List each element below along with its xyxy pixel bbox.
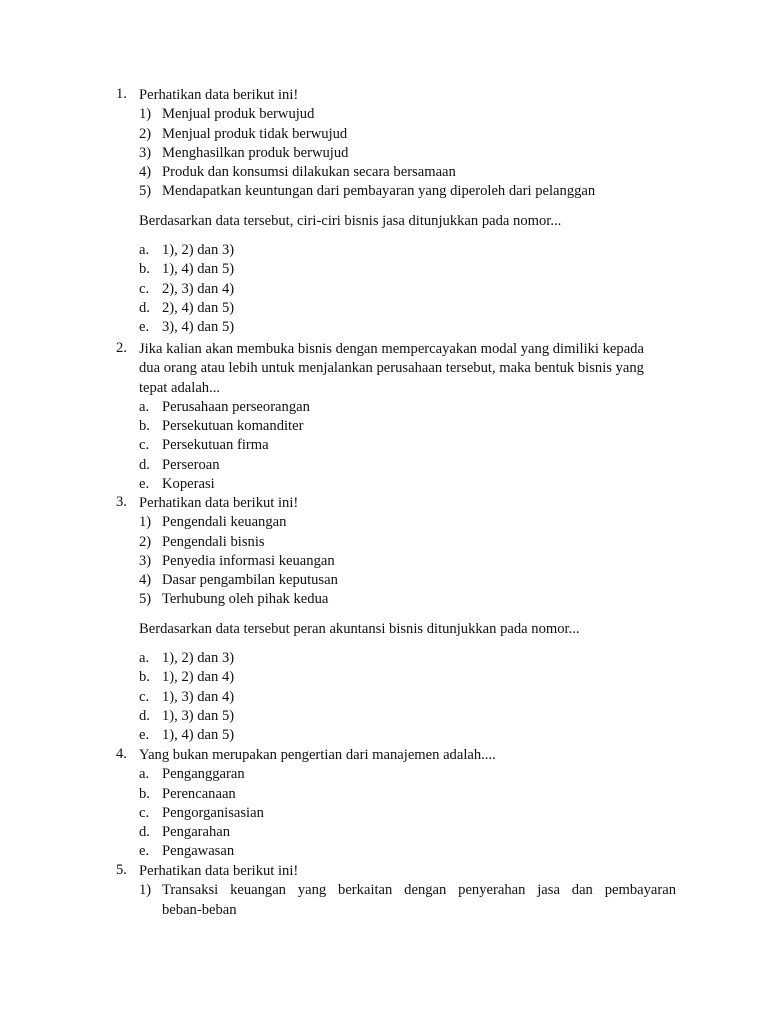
data-list (139, 105, 676, 201)
question-3 (116, 494, 676, 746)
question-stem: Perhatikan data berikut ini! (139, 863, 299, 879)
question-stem: Perhatikan data berikut ini! (139, 87, 299, 103)
question-stem: Perhatikan data berikut ini! (139, 495, 299, 511)
data-item: 3) Menghasilkan produk berwujud (139, 144, 349, 161)
data-list (139, 513, 676, 609)
option-item: c. Pengorganisasian (139, 804, 264, 821)
option-item: c. 1), 3) dan 4) (139, 688, 235, 705)
data-item: 1) Menjual produk berwujud (139, 106, 315, 123)
question-prompt: Berdasarkan data tersebut peran akuntansi bisnis ditunjukkan pada nomor... (139, 620, 580, 637)
question-stem: Yang bukan merupakan pengertian dari manajemen adalah.... (139, 747, 496, 763)
data-item: 2) Menjual produk tidak berwujud (139, 125, 348, 142)
question-2 (116, 340, 676, 494)
question-stem-line: tepat adalah... (139, 379, 221, 396)
question-1 (116, 86, 676, 338)
data-item: 1) Pengendali keuangan (139, 514, 287, 531)
option-list (139, 765, 676, 861)
option-list (139, 398, 676, 494)
option-item: d. Perseroan (139, 456, 220, 473)
option-item: d. 1), 3) dan 5) (139, 707, 235, 724)
option-list (139, 649, 676, 745)
option-item: e. Pengawasan (139, 843, 235, 860)
data-item: 4) Produk dan konsumsi dilakukan secara bersamaan (139, 164, 456, 181)
question-prompt: Berdasarkan data tersebut, ciri-ciri bisnis jasa ditunjukkan pada nomor... (139, 212, 562, 229)
option-item: a. Penganggaran (139, 766, 245, 783)
data-list (139, 881, 676, 920)
question-number: 4. (116, 746, 127, 762)
question-stem-line: dua orang atau lebih untuk menjalankan perusahaan tersebut, maka bentuk bisnis yang (139, 360, 644, 377)
data-item: 5) Mendapatkan keuntungan dari pembayaran yang diperoleh dari pelanggan (139, 183, 596, 200)
data-item-text-line: beban-beban (162, 901, 237, 918)
data-item: 5) Terhubung oleh pihak kedua (139, 591, 329, 608)
question-number: 3. (116, 494, 127, 510)
option-item: b. Persekutuan komanditer (139, 418, 304, 435)
question-number: 1. (116, 86, 127, 102)
question-5 (116, 862, 676, 920)
question-stem-line: Jika kalian akan membuka bisnis dengan mempercayakan modal yang dimiliki kepada (139, 341, 644, 357)
option-item: b. 1), 4) dan 5) (139, 261, 235, 278)
option-list (139, 241, 676, 337)
question-number: 5. (116, 862, 127, 878)
option-item: a. Perusahaan perseorangan (139, 398, 310, 415)
option-item: e. Koperasi (139, 476, 215, 493)
data-item-text-line: Transaksi keuangan yang berkaitan dengan penyerahan jasa dan pembayaran (162, 882, 676, 899)
data-item: 3) Penyedia informasi keuangan (139, 552, 335, 569)
question-number: 2. (116, 340, 127, 356)
option-item: b. 1), 2) dan 4) (139, 669, 235, 686)
option-item: a. 1), 2) dan 3) (139, 242, 235, 259)
option-item: c. Persekutuan firma (139, 437, 269, 454)
data-item: 4) Dasar pengambilan keputusan (139, 572, 338, 589)
data-item: 1) Transaksi keuangan yang berkaitan dengan penyerahan jasa dan pembayaran beban-beban (139, 881, 676, 920)
option-item: b. Perencanaan (139, 785, 236, 802)
option-item: c. 2), 3) dan 4) (139, 280, 235, 297)
option-item: d. 2), 4) dan 5) (139, 299, 235, 316)
option-item: a. 1), 2) dan 3) (139, 650, 235, 667)
data-item: 2) Pengendali bisnis (139, 533, 265, 550)
option-item: e. 1), 4) dan 5) (139, 727, 235, 744)
question-4 (116, 746, 676, 862)
option-item: d. Pengarahan (139, 824, 231, 841)
option-item: e. 3), 4) dan 5) (139, 319, 235, 336)
